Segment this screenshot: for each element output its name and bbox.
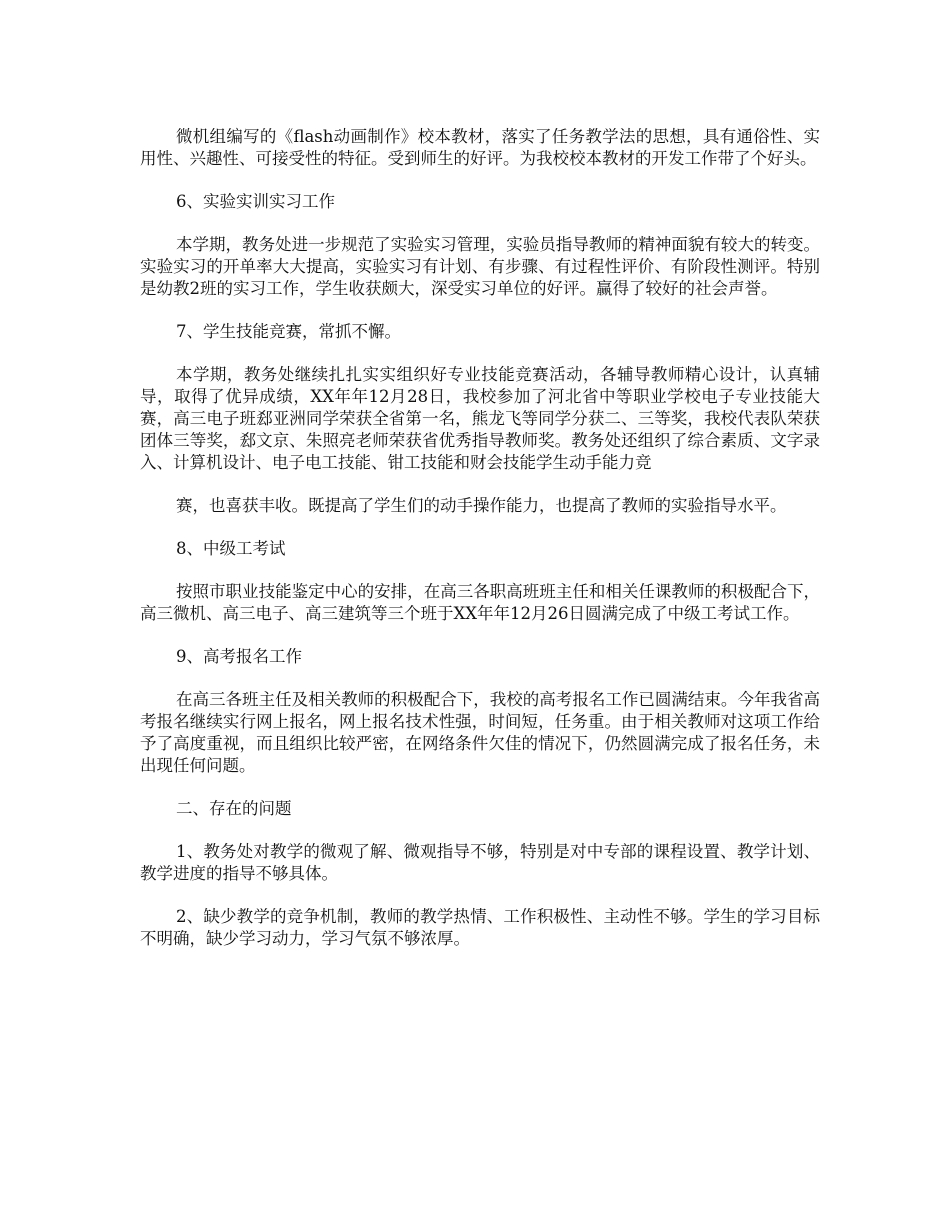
heading-skill-competition: 7、学生技能竞赛，常抓不懈。	[176, 322, 401, 341]
paragraph-lab-training: 本学期，教务处进一步规范了实验实习管理，实验员指导教师的精神面貌有较大的转变。实验实习的开单率大大提高，实验实习有计划、有步骤、有过程性评价、有阶段性测评。特别是幼教2班的实习工作，学生收获颇大，深受实习单位的好评。赢得了较好的社会声誉。	[140, 235, 820, 298]
heading-lab-training: 6、实验实训实习工作	[176, 192, 335, 211]
document-page	[140, 126, 820, 971]
paragraph-skill-competition-cont: 赛，也喜获丰收。既提高了学生们的动手操作能力，也提高了教师的实验指导水平。	[176, 496, 787, 515]
heading-existing-problems: 二、存在的问题	[176, 799, 292, 818]
paragraph-problem-1: 1、教务处对教学的微观了解、微观指导不够，特别是对中专部的课程设置、教学计划、教学进度的指导不够具体。	[140, 842, 820, 883]
paragraph-textbook: 微机组编写的《flash动画制作》校本教材，落实了任务教学法的思想，具有通俗性、实用性、兴趣性、可接受性的特征。受到师生的好评。为我校校本教材的开发工作带了个好头。	[140, 127, 820, 168]
heading-exam-registration: 9、高考报名工作	[176, 647, 302, 666]
heading-intermediate-exam: 8、中级工考试	[176, 539, 286, 558]
paragraph-exam-registration: 在高三各班主任及相关教师的积极配合下，我校的高考报名工作已圆满结束。今年我省高考报名继续实行网上报名，网上报名技术性强，时间短，任务重。由于相关教师对这项工作给予了高度重视，而且组织比较严密，在网络条件欠佳的情况下，仍然圆满完成了报名任务，未出现任何问题。	[140, 690, 820, 775]
paragraph-skill-competition: 本学期，教务处继续扎扎实实组织好专业技能竞赛活动，各辅导教师精心设计，认真辅导，取得了优异成绩，XX年年12月28日，我校参加了河北省中等职业学校电子专业技能大赛，高三电子班郄亚洲同学荣获全省第一名，熊龙飞等同学分获二、三等奖，我校代表队荣获团体三等奖，郄文京、朱照亮老师荣获省优秀指导教师奖。教务处还组织了综合素质、文字录入、计算机设计、电子电工技能、钳工技能和财会技能学生动手能力竞	[140, 365, 820, 472]
paragraph-problem-2: 2、缺少教学的竞争机制，教师的教学热情、工作积极性、主动性不够。学生的学习目标不明确，缺少学习动力，学习气氛不够浓厚。	[140, 907, 820, 948]
paragraph-intermediate-exam: 按照市职业技能鉴定中心的安排，在高三各职高班班主任和相关任课教师的积极配合下，高三微机、高三电子、高三建筑等三个班于XX年年12月26日圆满完成了中级工考试工作。	[140, 582, 820, 623]
